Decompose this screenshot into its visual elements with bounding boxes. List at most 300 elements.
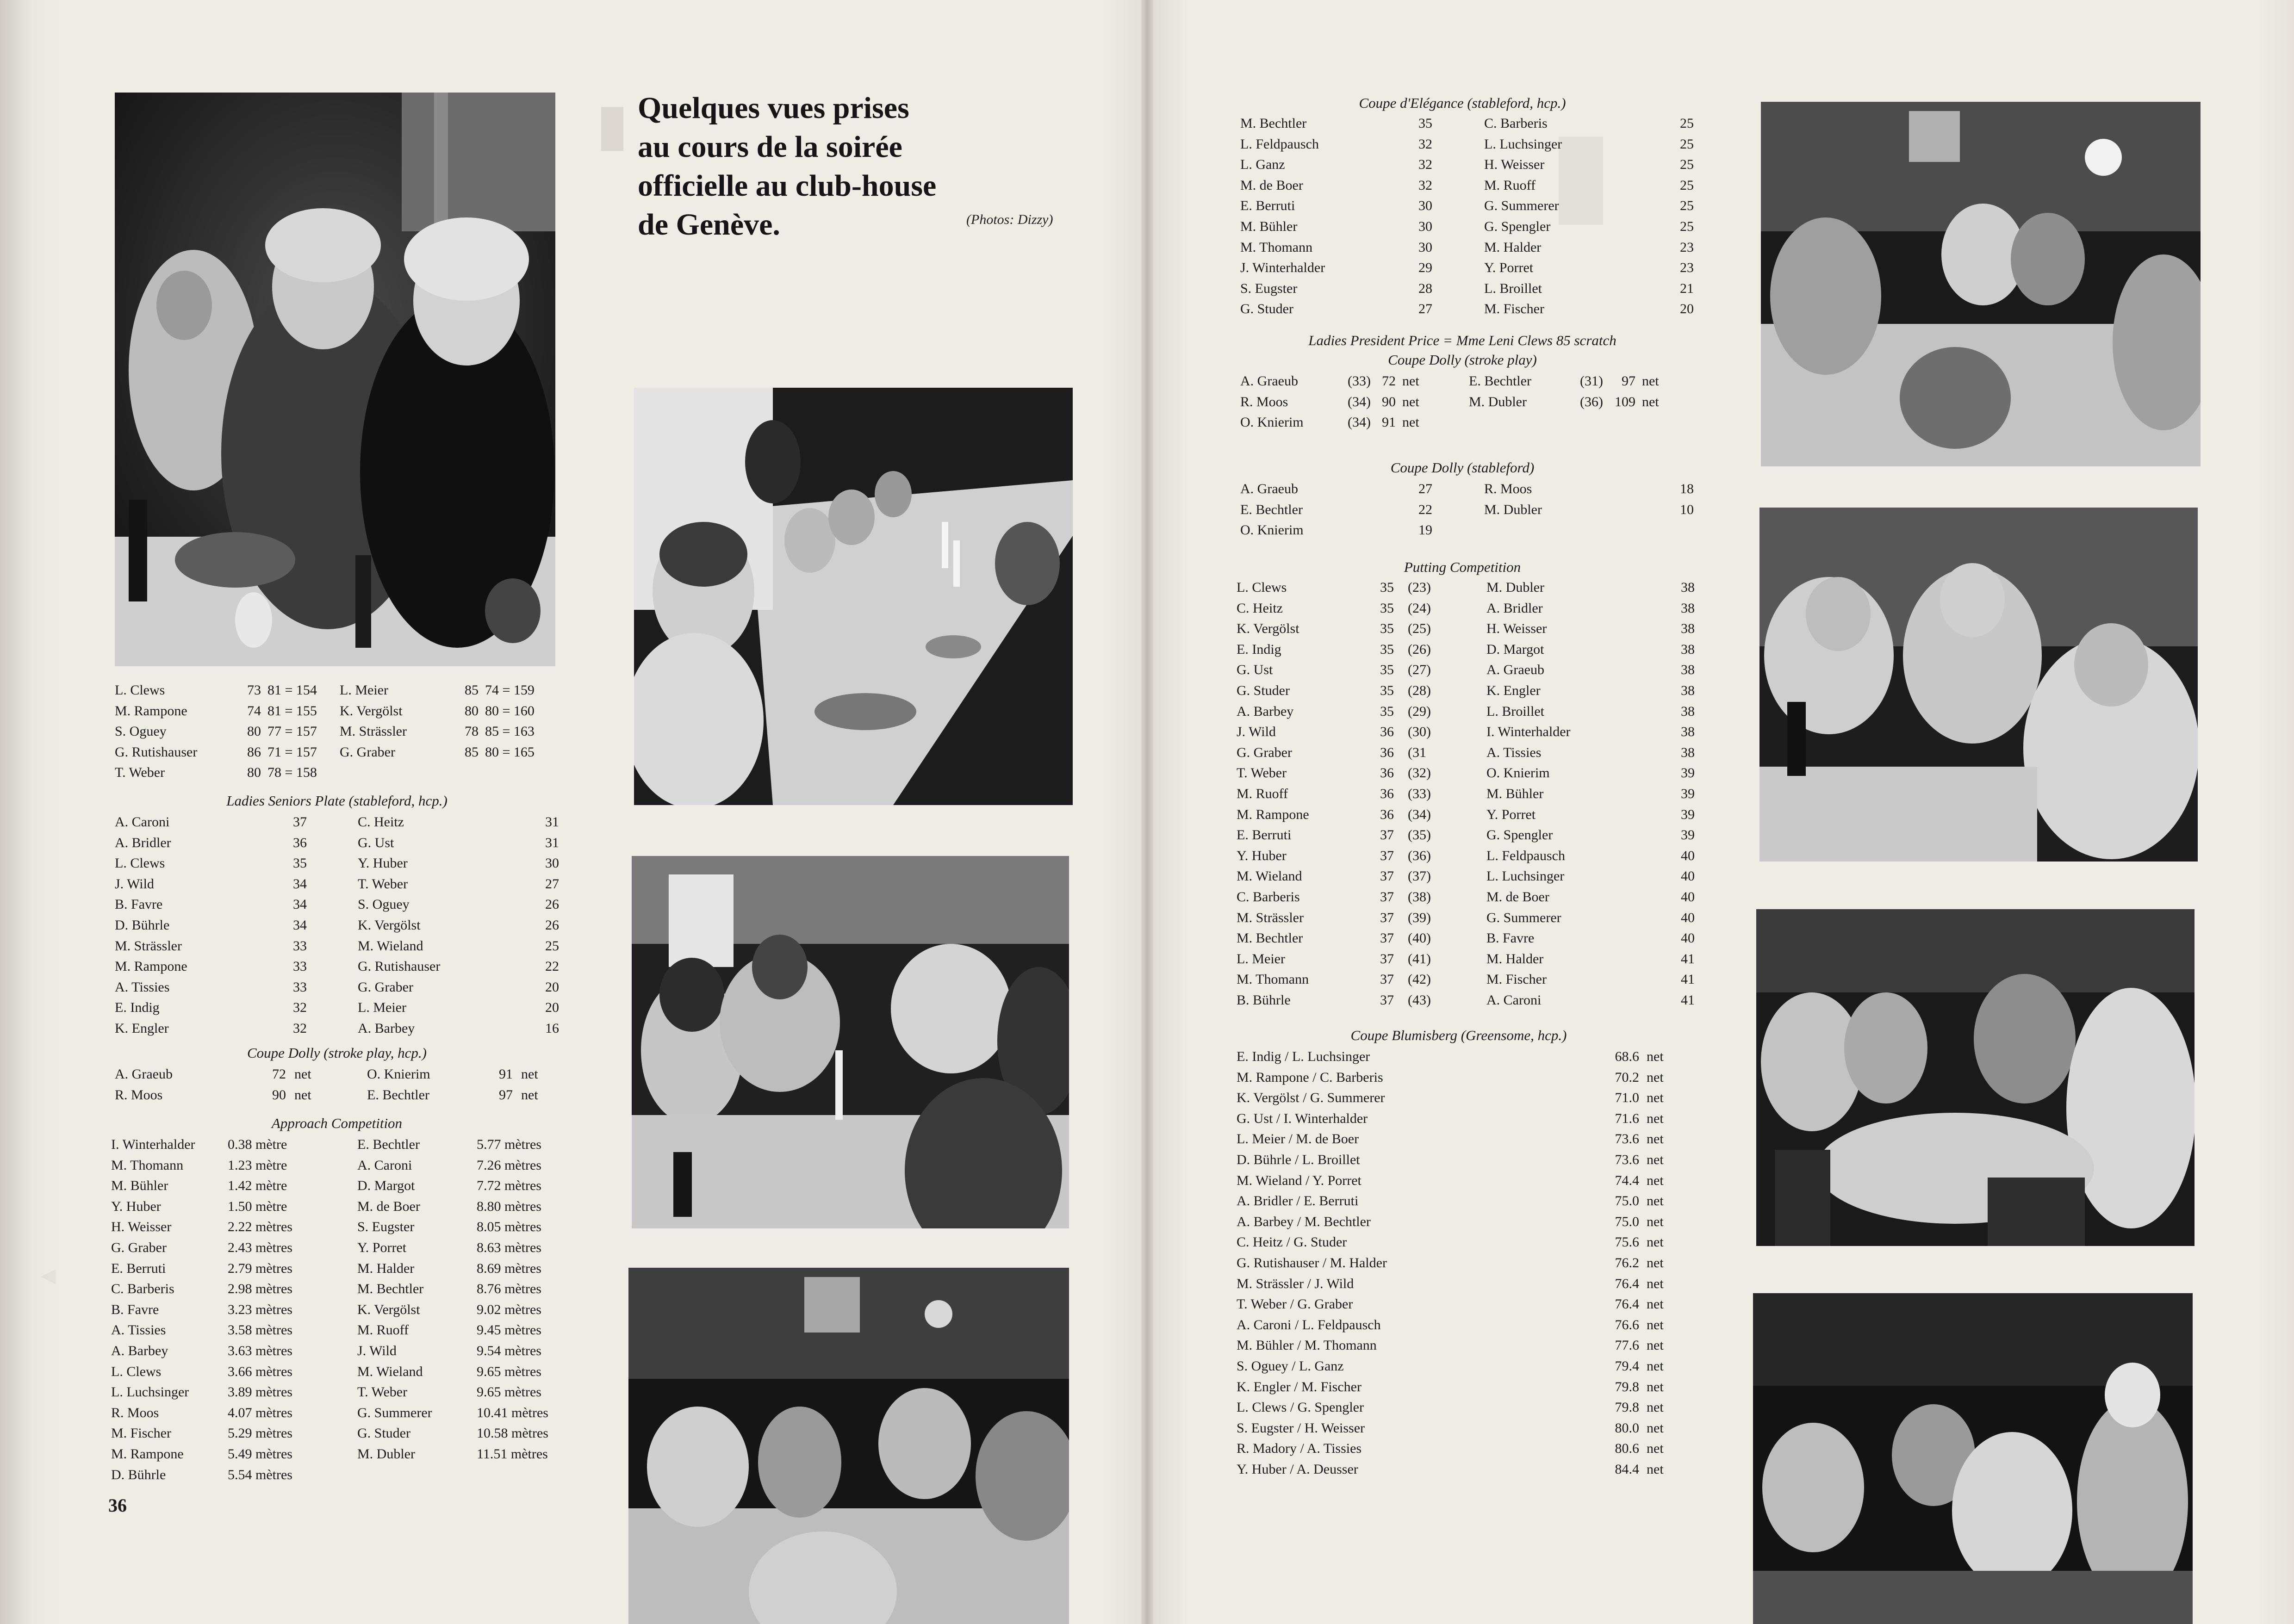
player: M. Thomann (1237, 972, 1309, 987)
score: 36 (1380, 724, 1394, 740)
player: L. Clews (111, 1364, 162, 1379)
player: E. Bechtler (1469, 373, 1531, 389)
points: 25 (545, 938, 559, 954)
score: 37 (1380, 972, 1394, 987)
table-row (111, 1341, 560, 1362)
net-label: net (294, 1066, 311, 1082)
player: L. Clews (115, 682, 165, 698)
table-row (1240, 479, 1694, 500)
player: M. Wieland (357, 1364, 423, 1379)
photo-scene (632, 856, 1069, 1228)
score: 70.2 (1615, 1069, 1639, 1085)
table-row (1237, 1459, 1690, 1480)
score: 38 (1681, 682, 1695, 698)
section-title-dolly-hcp: Coupe Dolly (stroke play, hcp.) (247, 1045, 427, 1061)
score: 37 (1380, 827, 1394, 843)
table-row (1237, 928, 1695, 949)
player: I. Winterhalder (1486, 724, 1571, 740)
player: M. Dubler (357, 1446, 415, 1462)
player: A. Caroni (357, 1157, 412, 1173)
player: A. Tissies (115, 979, 170, 995)
player: A. Tissies (1486, 744, 1542, 760)
section-title-putting: Putting Competition (1404, 559, 1521, 575)
player: M. de Boer (357, 1198, 420, 1214)
table-row (1237, 598, 1695, 619)
player: M. Ruoff (1484, 177, 1536, 193)
player: L. Luchsinger (1486, 868, 1565, 884)
points: 22 (1418, 502, 1432, 517)
player: M. Halder (1486, 951, 1544, 967)
player: L. Feldpausch (1486, 848, 1565, 863)
player: K. Vergölst (340, 703, 403, 719)
net-label (1635, 412, 1694, 433)
distance: 4.07 mètres (228, 1405, 292, 1420)
total: 81 = 154 (267, 682, 317, 698)
score: 35 (1380, 662, 1394, 678)
score: 35 (1380, 703, 1394, 719)
net-label: net (1647, 1234, 1664, 1250)
table-row (1237, 681, 1695, 701)
rank: (42) (1408, 972, 1431, 987)
player: R. Moos (111, 1405, 159, 1420)
net-label: net (1647, 1193, 1664, 1209)
score: 36 (1380, 765, 1394, 781)
points: 31 (545, 814, 559, 830)
section-title-approach: Approach Competition (271, 1115, 403, 1131)
net-label: net (1647, 1317, 1664, 1333)
player: G. Studer (1237, 682, 1290, 698)
player: T. Weber (1237, 765, 1287, 781)
player: M. Bechtler (357, 1281, 424, 1297)
player: L. Clews (1237, 580, 1287, 595)
table-row (1237, 1315, 1690, 1336)
points: 27 (1418, 301, 1432, 317)
player: G. Spengler (1486, 827, 1553, 843)
player: M. Fischer (111, 1426, 171, 1441)
distance: 8.76 mètres (477, 1281, 541, 1297)
net-label: net (1647, 1049, 1664, 1064)
section-subtitle-dolly-stroke: Coupe Dolly (stroke play) (1388, 352, 1537, 368)
table-row (1237, 825, 1695, 846)
score: 80.0 (1615, 1420, 1639, 1436)
distance: 3.58 mètres (228, 1322, 292, 1338)
rank: (33) (1408, 786, 1431, 801)
player: A. Bridler (115, 835, 171, 850)
table-row (1237, 1274, 1690, 1295)
rank: (30) (1408, 724, 1431, 740)
player (1469, 412, 1580, 433)
table-row (1240, 217, 1694, 237)
rank: (39) (1408, 910, 1431, 925)
player: G. Graber (358, 979, 413, 995)
pair: M. Bühler / M. Thomann (1237, 1338, 1377, 1353)
player: I. Winterhalder (111, 1137, 195, 1152)
score: 37 (1380, 910, 1394, 925)
player: G. Ust (358, 835, 394, 850)
table-row (1237, 1067, 1690, 1088)
table-row (1237, 846, 1695, 867)
table-row (1237, 1294, 1690, 1315)
section-title-ladies-president: Ladies President Price = Mme Leni Clews 85 scratch (1308, 332, 1616, 348)
net-label: net (1647, 1358, 1664, 1374)
player: A. Caroni (115, 814, 170, 830)
player: L. Luchsinger (111, 1384, 189, 1400)
player: M. Rampone (115, 959, 187, 974)
approach-body (111, 1134, 560, 1485)
section-title-dolly-stableford: Coupe Dolly (stableford) (1390, 459, 1535, 476)
table-row (111, 1403, 560, 1424)
table-row (115, 701, 559, 722)
approach-table (111, 1134, 560, 1485)
points: 28 (1418, 280, 1432, 296)
player: G. Graber (1237, 744, 1292, 760)
net-label: net (1647, 1172, 1664, 1188)
player: T. Weber (115, 765, 165, 781)
points: 16 (545, 1020, 559, 1036)
score: 75.0 (1615, 1214, 1639, 1229)
score: 41 (1681, 992, 1695, 1008)
player: B. Favre (111, 1302, 159, 1317)
pair: G. Rutishauser / M. Halder (1237, 1255, 1387, 1271)
table-row (111, 1444, 560, 1465)
photo-table-ladies-candles (632, 856, 1069, 1228)
player: O. Knierim (1240, 522, 1304, 538)
net-label: net (1402, 394, 1419, 409)
score: 109 (1615, 394, 1635, 409)
player: E. Berruti (111, 1260, 166, 1276)
player: C. Barberis (111, 1281, 174, 1297)
net-label: net (1647, 1110, 1664, 1126)
player: E. Berruti (1240, 198, 1295, 214)
table-row (111, 1196, 560, 1217)
handicap: (33) (1348, 373, 1371, 389)
player: G. Summerer (357, 1405, 432, 1420)
points: 26 (545, 917, 559, 933)
score: 80 (247, 765, 261, 781)
points: 10 (1680, 502, 1694, 517)
headline-line-3: officielle au club-house (638, 169, 937, 203)
score: 84.4 (1615, 1461, 1639, 1477)
score: 38 (1681, 744, 1695, 760)
player: D. Bührle (111, 1467, 166, 1482)
rank: (26) (1408, 641, 1431, 657)
handicap: (34) (1348, 394, 1371, 409)
player: K. Engler (115, 1020, 169, 1036)
score: 39 (1681, 827, 1695, 843)
distance: 8.69 mètres (477, 1260, 541, 1276)
show-through-mark: ▮ (597, 93, 628, 155)
score: 91 (499, 1066, 513, 1082)
player: M. Ruoff (1237, 786, 1288, 801)
distance: 8.80 mètres (477, 1198, 541, 1214)
score: 36 (1380, 806, 1394, 822)
points: 29 (1418, 260, 1432, 276)
player: M. Fischer (1484, 301, 1544, 317)
player: A. Bridler (1486, 600, 1543, 616)
dolly-hcp-table (115, 1064, 559, 1105)
table-row (1240, 113, 1694, 134)
table-row (1237, 1438, 1690, 1459)
points: 34 (293, 897, 307, 912)
points: 32 (1418, 157, 1432, 173)
handicap: (36) (1580, 394, 1603, 409)
table-row (111, 1300, 560, 1320)
score (1609, 412, 1635, 433)
distance: 3.23 mètres (228, 1302, 292, 1317)
player: J. Winterhalder (1240, 260, 1325, 276)
photo-scene (1759, 508, 2198, 862)
distance: 1.50 mètre (228, 1198, 287, 1214)
table-row (1237, 1356, 1690, 1377)
rank: (27) (1408, 662, 1431, 678)
score: 35 (1380, 682, 1394, 698)
score: 40 (1681, 889, 1695, 905)
player: L. Feldpausch (1240, 136, 1319, 152)
table-row (111, 1279, 560, 1300)
book-gutter (1141, 0, 1153, 1624)
player (1432, 520, 1654, 541)
net-label: net (1647, 1069, 1664, 1085)
net-label: net (1647, 1152, 1664, 1167)
net-label: net (1642, 394, 1659, 409)
table-row (111, 1155, 560, 1176)
distance: 2.98 mètres (228, 1281, 292, 1297)
player: L. Luchsinger (1484, 136, 1562, 152)
pair: A. Caroni / L. Feldpausch (1237, 1317, 1381, 1333)
score: 37 (1380, 868, 1394, 884)
score: 35 (1380, 600, 1394, 616)
elegance-body (1240, 113, 1694, 320)
player: M. Bechtler (1240, 116, 1307, 131)
score: 37 (1380, 848, 1394, 863)
score: 85 (465, 744, 479, 760)
pair: Y. Huber / A. Deusser (1237, 1461, 1358, 1477)
total: 85 = 163 (485, 724, 535, 739)
distance: 9.45 mètres (477, 1322, 541, 1338)
photo-dining-room-chandelier (628, 1268, 1069, 1624)
table-row (1237, 1047, 1690, 1067)
pair: M. Rampone / C. Barberis (1237, 1069, 1383, 1085)
section-title-blumisberg: Coupe Blumisberg (Greensome, hcp.) (1350, 1027, 1567, 1043)
table-row (115, 742, 559, 763)
table-row (1237, 701, 1695, 722)
points: 34 (293, 917, 307, 933)
score: 38 (1681, 703, 1695, 719)
elegance-table (1240, 113, 1694, 320)
score: 40 (1681, 910, 1695, 925)
table-row (1237, 577, 1695, 598)
dolly-stableford-body (1240, 479, 1694, 541)
ladies-seniors-table (115, 812, 559, 1039)
player: E. Indig (115, 1000, 160, 1016)
score: 39 (1681, 806, 1695, 822)
photo-scene (628, 1268, 1069, 1624)
score: 40 (1681, 848, 1695, 863)
distance: 1.23 mètre (228, 1157, 287, 1173)
total: 81 = 155 (267, 703, 317, 719)
player: D. Margot (1486, 641, 1544, 657)
player: M. Fischer (1486, 972, 1547, 987)
net-label: net (1647, 1338, 1664, 1353)
score: 73.6 (1615, 1131, 1639, 1147)
distance: 9.65 mètres (477, 1384, 541, 1400)
score: 76.4 (1615, 1276, 1639, 1291)
player: M. Wieland (358, 938, 423, 954)
net-label: net (1647, 1255, 1664, 1271)
score: 38 (1681, 600, 1695, 616)
distance: 2.22 mètres (228, 1219, 292, 1235)
score: 90 (1382, 394, 1396, 409)
rank: (41) (1408, 951, 1431, 967)
distance: 7.72 mètres (477, 1178, 541, 1194)
photo-three-ladies-table (1759, 508, 2198, 862)
player: M. Thomann (111, 1157, 184, 1173)
table-row (111, 1362, 560, 1382)
player: D. Margot (357, 1178, 415, 1194)
pair: T. Weber / G. Graber (1237, 1296, 1353, 1312)
section-title-ladies-seniors: Ladies Seniors Plate (stableford, hcp.) (226, 793, 448, 809)
strokes-table (115, 680, 559, 783)
player: M. Strässler (1237, 910, 1304, 925)
player: M. Bechtler (1237, 930, 1303, 946)
distance: 3.63 mètres (228, 1343, 292, 1358)
total: 77 = 157 (267, 724, 317, 739)
score: 71.6 (1615, 1110, 1639, 1126)
table-row (1237, 619, 1695, 639)
rank: (23) (1408, 580, 1431, 595)
points: 19 (1418, 522, 1432, 538)
points: 31 (545, 835, 559, 850)
player: B. Favre (115, 897, 163, 912)
show-through-mark: ▮ (1550, 109, 1612, 233)
table-row (1240, 371, 1694, 392)
photo-scene (1761, 102, 2201, 466)
player: O. Knierim (367, 1066, 430, 1082)
player: H. Weisser (1486, 621, 1547, 637)
points: 35 (1418, 116, 1432, 131)
score: 86 (247, 744, 261, 760)
player: E. Bechtler (367, 1087, 429, 1103)
headline-line-1: Quelques vues prises (638, 91, 909, 125)
rank: (35) (1408, 827, 1431, 843)
pair: S. Eugster / H. Weisser (1237, 1420, 1365, 1436)
points: 32 (293, 1020, 307, 1036)
score: 76.4 (1615, 1296, 1639, 1312)
section-title-elegance: Coupe d'Elégance (stableford, hcp.) (1359, 95, 1566, 111)
pair: E. Indig / L. Luchsinger (1237, 1049, 1370, 1064)
player: K. Vergölst (1237, 621, 1299, 637)
table-row (115, 853, 559, 874)
player: M. Bühler (1240, 218, 1298, 234)
player: A. Graeub (1240, 481, 1298, 496)
handicap (1580, 412, 1609, 433)
points: 34 (293, 876, 307, 892)
player: A. Barbey (111, 1343, 168, 1358)
score: 41 (1681, 951, 1695, 967)
distance: 10.41 mètres (477, 1405, 548, 1420)
player: G. Graber (111, 1240, 167, 1255)
distance: 5.49 mètres (228, 1446, 292, 1462)
player: L. Meier (1237, 951, 1285, 967)
score: 37 (1380, 930, 1394, 946)
total: 78 = 158 (267, 765, 317, 781)
score: 73.6 (1615, 1152, 1639, 1167)
player: M. Rampone (1237, 806, 1309, 822)
player: S. Oguey (358, 897, 410, 912)
rank: (36) (1408, 848, 1431, 863)
net-label: net (1647, 1461, 1664, 1477)
table-row (111, 1238, 560, 1258)
rank: (38) (1408, 889, 1431, 905)
points: 23 (1680, 239, 1694, 255)
player: A. Barbey (1237, 703, 1294, 719)
table-row (1240, 520, 1694, 541)
score: 38 (1681, 641, 1695, 657)
player: M. Bühler (111, 1178, 168, 1194)
score: 79.8 (1615, 1379, 1639, 1395)
total (479, 762, 559, 783)
points: 33 (293, 938, 307, 954)
player: M. Halder (357, 1260, 415, 1276)
pair: M. Wieland / Y. Porret (1237, 1172, 1361, 1188)
pair: L. Clews / G. Spengler (1237, 1400, 1364, 1415)
net-label: net (521, 1087, 538, 1103)
handicap: (31) (1580, 373, 1603, 389)
player: C. Barberis (1237, 889, 1300, 905)
pair: G. Ust / I. Winterhalder (1237, 1110, 1368, 1126)
show-through-arrow: ◂ (42, 1259, 56, 1290)
distance: 2.43 mètres (228, 1240, 292, 1255)
net-label: net (1647, 1441, 1664, 1457)
table-row (1237, 1418, 1690, 1439)
total: 71 = 157 (267, 744, 317, 760)
score: 35 (1380, 641, 1394, 657)
score: 80.6 (1615, 1441, 1639, 1457)
table-row (115, 894, 559, 915)
rank: (34) (1408, 806, 1431, 822)
table-row (111, 1382, 560, 1403)
table-row (1237, 1129, 1690, 1150)
player: G. Summerer (1484, 198, 1559, 214)
player: M. Wieland (1237, 868, 1302, 884)
player: M. Bühler (1486, 786, 1544, 801)
score: 74 (247, 703, 261, 719)
points (1654, 520, 1694, 541)
points: 25 (1680, 136, 1694, 152)
net-label: net (1402, 373, 1419, 389)
table-row (1237, 660, 1695, 681)
player: T. Weber (357, 1384, 408, 1400)
player: L. Broillet (1484, 280, 1542, 296)
pair: C. Heitz / G. Studer (1237, 1234, 1347, 1250)
player: M. Dubler (1486, 580, 1544, 595)
player: G. Summerer (1486, 910, 1561, 925)
pair: K. Vergölst / G. Summerer (1237, 1090, 1385, 1106)
table-row (1237, 743, 1695, 763)
player: A. Graeub (1240, 373, 1298, 389)
table-row (111, 1465, 560, 1486)
table-row (1237, 639, 1695, 660)
headline-line-4: de Genève. (638, 208, 780, 242)
rank: (25) (1408, 621, 1431, 637)
points: 37 (293, 814, 307, 830)
score: 39 (1681, 786, 1695, 801)
player: G. Graber (340, 744, 395, 760)
player: M. de Boer (1240, 177, 1303, 193)
table-row (1240, 500, 1694, 521)
player (340, 762, 460, 783)
points: 33 (293, 959, 307, 974)
